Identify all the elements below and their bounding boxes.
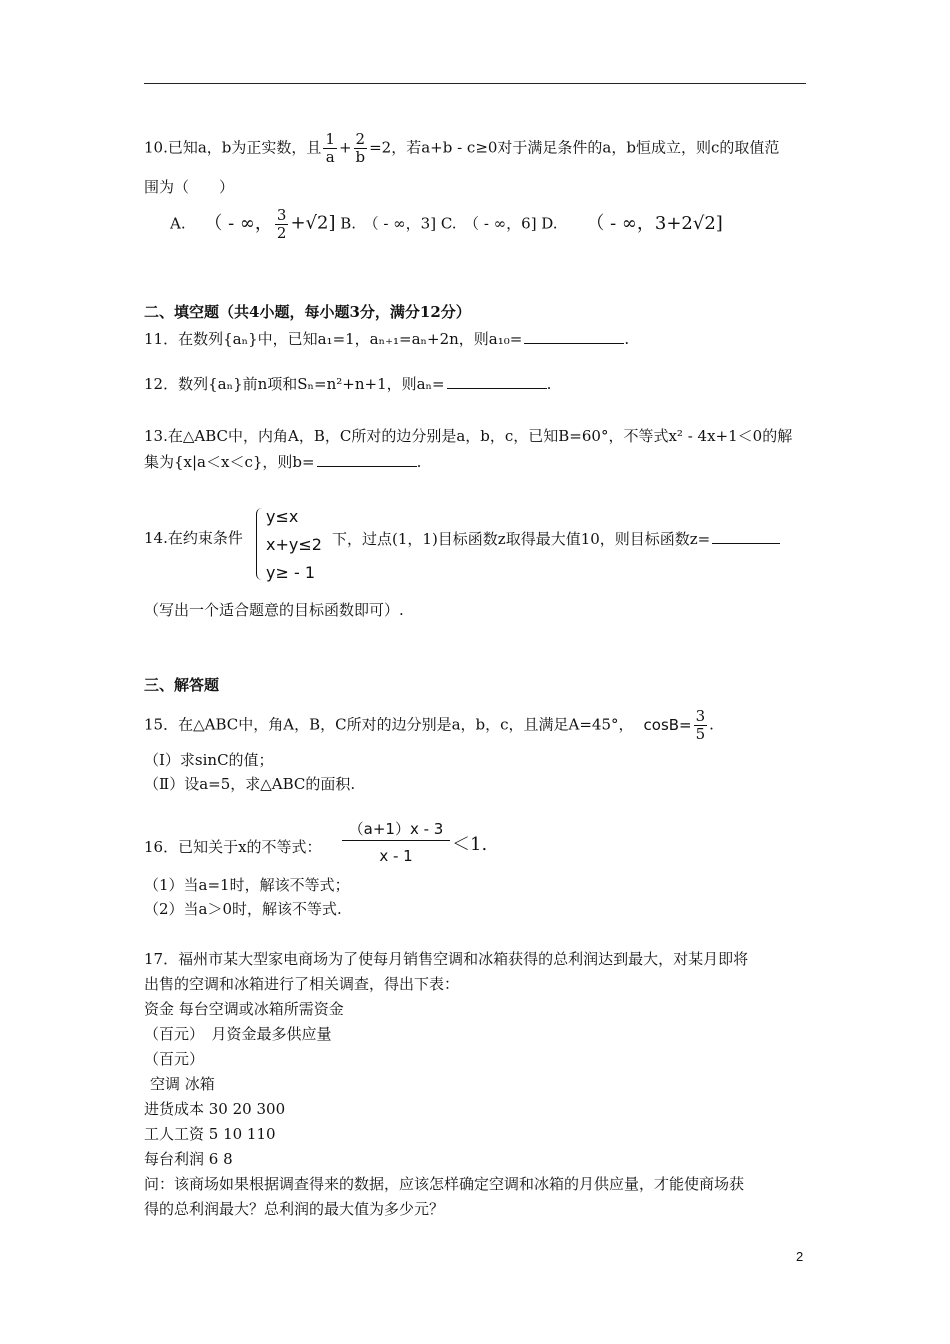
section2-heading: 二、填空题（共4小题，每小题3分，满分12分） [144, 303, 471, 321]
q17-table-line2: （百元） 月资金最多供应量 [144, 1025, 332, 1043]
q17-table-line6: 工人工资 5 10 110 [144, 1125, 276, 1143]
page-number: 2 [796, 1249, 804, 1264]
q15-fraction: $\frac{3}{5}$ [695, 707, 706, 743]
q14-constraint-2: x+y≤2 [266, 535, 322, 554]
q17-table-line1: 资金 每台空调或冰箱所需资金 [144, 1000, 344, 1018]
q11: 11．在数列{aₙ}中，已知a₁=1，aₙ₊₁=aₙ+2n，则a₁₀= . [144, 330, 630, 348]
q14-note: （写出一个适合题意的目标函数即可）. [144, 601, 404, 619]
constraint-brace [256, 508, 265, 580]
q13-blank[interactable] [317, 452, 417, 467]
q14-suffix: 下，过点(1，1)目标函数z取得最大值10，则目标函数z= [332, 529, 780, 548]
q10-fraction-2: $\frac{2}{b}$ [355, 130, 366, 166]
q16-suffix: ＜1. [452, 834, 488, 855]
section3-heading: 三、解答题 [144, 676, 220, 694]
q17-table-line5: 进货成本 30 20 300 [144, 1100, 286, 1118]
q17-table-line4: 空调 冰箱 [150, 1075, 215, 1093]
q16-denominator: x - 1 [379, 847, 413, 865]
q13-line1: 13.在△ABC中，内角A，B，C所对的边分别是a，b，c，已知B=60°，不等式x² - 4x+1＜0的解 [144, 427, 793, 445]
q17-line1: 17．福州市某大型家电商场为了使每月销售空调和冰箱获得的总利润达到最大，对某月即将 [144, 950, 749, 968]
option-a-expr: （ - ∞， [204, 212, 273, 234]
q12-blank[interactable] [447, 374, 547, 389]
header-rule [144, 83, 806, 84]
option-a-label: A. [170, 214, 186, 233]
q15-part1: （Ⅰ）求sinC的值； [144, 751, 274, 769]
q11-blank[interactable] [524, 329, 624, 344]
q14-constraint-3: y≥ - 1 [266, 563, 315, 582]
option-d-expr: （ - ∞，3+2√2] [586, 212, 723, 234]
q12: 12．数列{aₙ}前n项和Sₙ=n²+n+1，则aₙ= . [144, 375, 552, 393]
q16-prefix: 16．已知关于x的不等式： [144, 838, 322, 856]
q16-part2: （2）当a＞0时，解该不等式. [144, 900, 342, 918]
q17-line4: 得的总利润最大？总利润的最大值为多少元？ [144, 1200, 445, 1218]
q10-options: A. （ - ∞， $\frac{3}{2}$ +√2] B. （ - ∞，3] C. （ - ∞，6] D. （ - ∞，3+2√2] [170, 206, 723, 242]
q16-numerator: （a+1）x - 3 [342, 820, 450, 841]
q17-table-line3: （百元） [144, 1050, 205, 1068]
q14-blank[interactable] [712, 529, 780, 544]
q15: 15．在△ABC中，角A，B，C所对的边分别是a，b，c，且满足A=45°， cosB= $\frac{3}{5}$ . [144, 707, 714, 743]
q14-constraint-1: y≤x [266, 507, 299, 526]
q10-text-b: ，若a+b - c≥0对于满足条件的a，b恒成立，则c的取值范 [391, 138, 780, 157]
q10-line1: 10.已知a，b为正实数，且 $\frac{1}{a}$ + $\frac{2}{b}$ =2，若a+b - c≥0对于满足条件的a，b恒成立，则c的取值范 [144, 130, 780, 166]
option-b-c-d: B. （ - ∞，3] C. （ - ∞，6] D. [340, 214, 558, 233]
q10-line2: 围为（ ） [144, 178, 235, 196]
q17-line3: 问：该商场如果根据调查得来的数据，应该怎样确定空调和冰箱的月供应量，才能使商场获 [144, 1175, 745, 1193]
q17-line2: 出售的空调和冰箱进行了相关调查，得出下表： [144, 975, 460, 993]
option-a-fraction: $\frac{3}{2}$ [276, 206, 287, 242]
q14-prefix: 14.在约束条件 [144, 529, 243, 547]
q15-part2: （Ⅱ）设a=5，求△ABC的面积. [144, 775, 356, 793]
q10-text-a: 10.已知a，b为正实数，且 [144, 138, 322, 157]
q10-fraction-1: $\frac{1}{a}$ [325, 130, 335, 166]
q17-table-line7: 每台利润 6 8 [144, 1150, 233, 1168]
q13-line2: 集为{x|a＜x＜c}，则b= . [144, 453, 422, 471]
q16-part1: （1）当a=1时，解该不等式； [144, 876, 350, 894]
